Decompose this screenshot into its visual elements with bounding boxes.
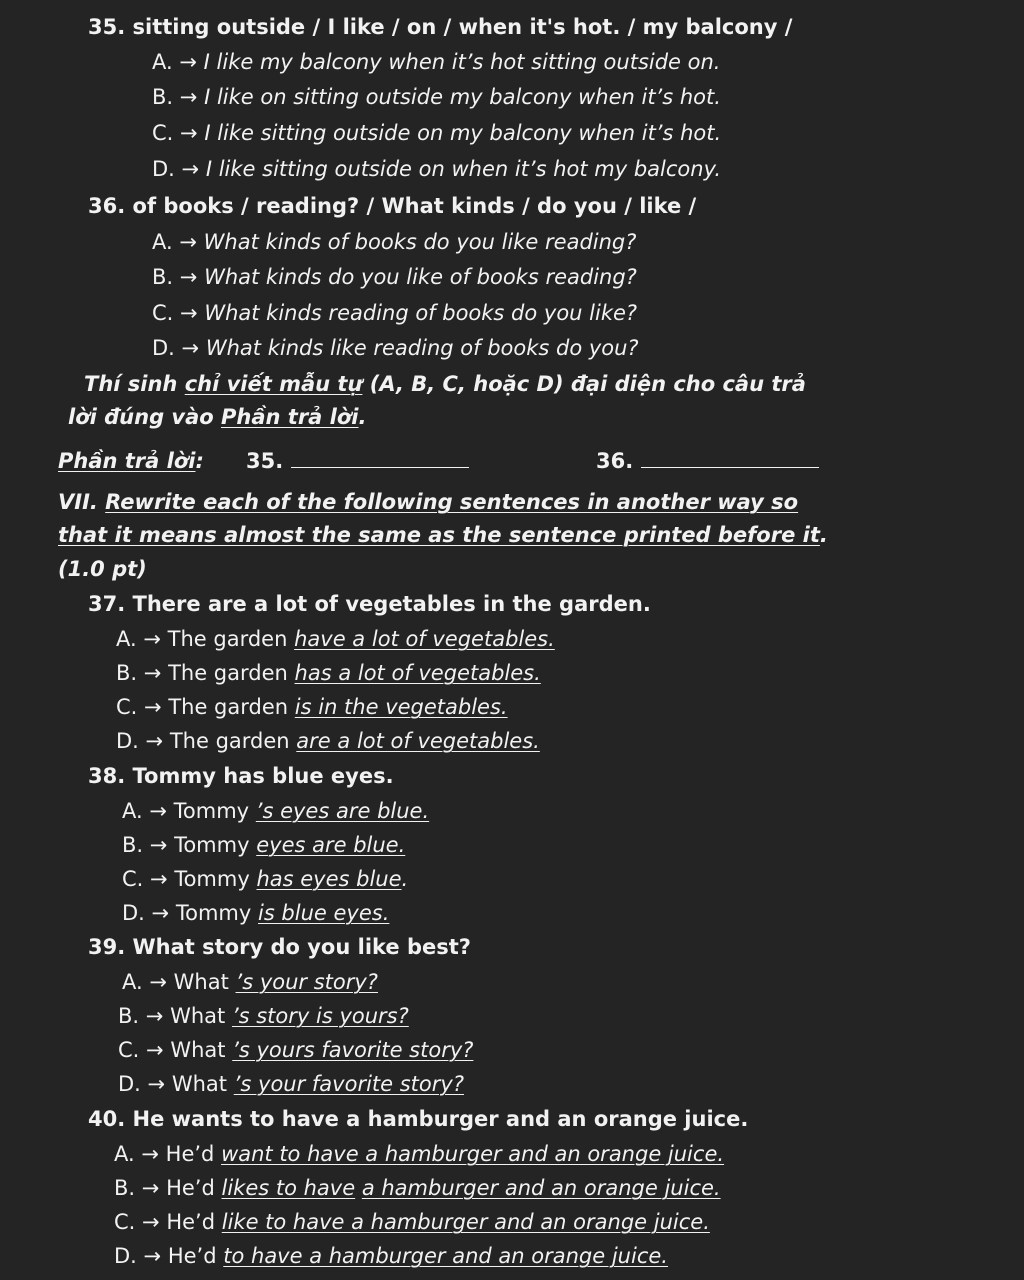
option-tail: . xyxy=(401,867,409,891)
q35-option-b xyxy=(152,84,721,110)
option-letter: C. xyxy=(114,1210,136,1234)
option-stem: What xyxy=(170,1038,226,1062)
option-text: is blue eyes. xyxy=(257,901,390,925)
answer-35 xyxy=(246,448,469,474)
q39-option-c xyxy=(118,1037,473,1063)
option-letter: A. xyxy=(152,230,173,254)
option-text: I like sitting outside on when it’s hot my balcony. xyxy=(205,157,722,181)
option-letter: A. xyxy=(152,50,173,74)
q38-option-c xyxy=(122,866,408,892)
option-text: What kinds do you like of books reading? xyxy=(204,265,637,289)
question-38-prompt: 38. Tommy has blue eyes. xyxy=(88,764,394,788)
section-numeral: VII. xyxy=(58,490,98,514)
option-letter: B. xyxy=(152,265,174,289)
option-text: What kinds of books do you like reading? xyxy=(203,230,637,254)
question-35-prompt: 35. sitting outside / I like / on / when it's hot. / my balcony / xyxy=(88,15,793,39)
arrow-icon: → xyxy=(145,729,164,753)
option-text: I like sitting outside on my balcony when it’s hot. xyxy=(204,121,722,145)
instruction-line-2 xyxy=(68,404,366,430)
option-text: like to have a hamburger and an orange juice. xyxy=(221,1210,710,1234)
arrow-icon: → xyxy=(143,661,162,685)
option-stem: The garden xyxy=(168,661,288,685)
option-letter: B. xyxy=(114,1176,136,1200)
arrow-icon: → xyxy=(180,121,198,145)
option-text: I like my balcony when it’s hot sitting outside on. xyxy=(203,50,721,74)
option-text: has a lot of vegetables. xyxy=(294,661,541,685)
q39-option-a xyxy=(122,969,378,995)
instruction-text: Thí sinh xyxy=(84,372,185,396)
option-text: is in the vegetables. xyxy=(294,695,508,719)
option-stem: Tommy xyxy=(175,901,252,925)
option-stem: Tommy xyxy=(174,833,250,857)
section-7-heading xyxy=(58,489,798,515)
section-instruction: Rewrite each of the following sentences in another way so xyxy=(105,490,799,514)
option-stem: He’d xyxy=(166,1176,215,1200)
q39-option-b xyxy=(118,1003,409,1029)
arrow-icon: → xyxy=(179,265,198,289)
option-letter: A. xyxy=(116,627,137,651)
arrow-icon: → xyxy=(150,867,168,891)
option-text: ’s your story? xyxy=(235,970,378,994)
q35-option-c xyxy=(152,120,721,146)
arrow-icon: → xyxy=(141,1176,160,1200)
q40-option-a xyxy=(114,1141,724,1167)
option-letter: C. xyxy=(116,695,138,719)
section-7-heading-line-2 xyxy=(58,522,828,548)
q37-option-d xyxy=(116,728,540,754)
option-letter: C. xyxy=(152,121,174,145)
answer-number: 36. xyxy=(596,449,634,473)
q40-option-d xyxy=(114,1243,668,1269)
answer-label: Phần trả lời xyxy=(58,449,196,473)
option-letter: C. xyxy=(118,1038,140,1062)
option-letter: C. xyxy=(122,867,144,891)
option-stem: He’d xyxy=(166,1210,216,1234)
arrow-icon: → xyxy=(149,799,167,823)
option-text: ’s yours favorite story? xyxy=(232,1038,474,1062)
section-points: (1.0 pt) xyxy=(58,557,147,581)
arrow-icon: → xyxy=(143,1244,162,1268)
option-text: has eyes blue xyxy=(256,867,402,891)
option-letter: D. xyxy=(152,336,175,360)
option-stem: What xyxy=(170,1004,226,1028)
arrow-icon: → xyxy=(141,1142,159,1166)
question-40-prompt: 40. He wants to have a hamburger and an orange juice. xyxy=(88,1107,749,1131)
option-text: have a lot of vegetables. xyxy=(294,627,555,651)
option-stem: The garden xyxy=(169,729,290,753)
arrow-icon: → xyxy=(142,1210,160,1234)
option-text: What kinds reading of books do you like? xyxy=(204,301,638,325)
question-37-prompt: 37. There are a lot of vegetables in the garden. xyxy=(88,592,651,616)
answer-36 xyxy=(596,448,819,474)
question-36-prompt: 36. of books / reading? / What kinds / do you / like / xyxy=(88,194,697,218)
option-letter: A. xyxy=(122,799,143,823)
option-stem: He’d xyxy=(167,1244,217,1268)
section-instruction: that it means almost the same as the sentence printed before it xyxy=(58,523,820,547)
instruction-text: lời đúng vào xyxy=(68,405,222,429)
option-text: ’s eyes are blue. xyxy=(255,799,430,823)
option-letter: B. xyxy=(152,85,174,109)
answer-blank-35[interactable] xyxy=(291,449,469,468)
option-letter: D. xyxy=(122,901,145,925)
instruction-line-1 xyxy=(84,371,806,397)
arrow-icon: → xyxy=(179,85,198,109)
option-letter: D. xyxy=(114,1244,137,1268)
option-letter: D. xyxy=(118,1072,141,1096)
option-text: ’s story is yours? xyxy=(231,1004,409,1028)
option-letter: A. xyxy=(122,970,143,994)
arrow-icon: → xyxy=(179,230,197,254)
arrow-icon: → xyxy=(145,1004,164,1028)
q35-option-d xyxy=(152,156,721,182)
q36-option-b xyxy=(152,264,637,290)
arrow-icon: → xyxy=(179,50,197,74)
instruction-emphasis: chỉ viết mẫu tự xyxy=(184,372,363,396)
option-letter: B. xyxy=(116,661,138,685)
option-text: want to have a hamburger and an orange juice. xyxy=(221,1142,725,1166)
section-period: . xyxy=(819,523,828,547)
q40-option-c xyxy=(114,1209,710,1235)
option-text: What kinds like reading of books do you? xyxy=(205,336,639,360)
q40-option-b xyxy=(114,1175,721,1201)
q38-option-b xyxy=(122,832,405,858)
arrow-icon: → xyxy=(143,627,161,651)
option-stem: The garden xyxy=(168,695,289,719)
question-39-prompt: 39. What story do you like best? xyxy=(88,935,471,959)
q38-option-d xyxy=(122,900,389,926)
option-stem: What xyxy=(173,970,229,994)
q39-option-d xyxy=(118,1071,464,1097)
q36-option-c xyxy=(152,300,637,326)
option-text: I like on sitting outside my balcony when it’s hot. xyxy=(204,85,721,109)
answer-blank-36[interactable] xyxy=(641,449,819,468)
q37-option-b xyxy=(116,660,541,686)
option-text: ’s your favorite story? xyxy=(233,1072,464,1096)
option-text: are a lot of vegetables. xyxy=(296,729,540,753)
option-text: to have a hamburger and an orange juice. xyxy=(223,1244,668,1268)
option-letter: D. xyxy=(152,157,175,181)
option-letter: C. xyxy=(152,301,174,325)
option-stem: He’d xyxy=(165,1142,215,1166)
q38-option-a xyxy=(122,798,429,824)
arrow-icon: → xyxy=(151,901,170,925)
option-text: eyes are blue. xyxy=(256,833,406,857)
answer-line xyxy=(58,448,204,474)
instruction-text: . xyxy=(358,405,367,429)
arrow-icon: → xyxy=(144,695,162,719)
arrow-icon: → xyxy=(181,336,200,360)
option-letter: B. xyxy=(118,1004,140,1028)
instruction-text: (A, B, C, hoặc D) đại diện cho câu trả xyxy=(362,372,806,396)
option-letter: D. xyxy=(116,729,139,753)
option-stem: The garden xyxy=(167,627,288,651)
answer-colon: : xyxy=(195,449,204,473)
option-stem: Tommy xyxy=(174,867,250,891)
option-letter: A. xyxy=(114,1142,135,1166)
option-text: likes to have xyxy=(221,1176,356,1200)
answer-number: 35. xyxy=(246,449,284,473)
option-stem: What xyxy=(171,1072,228,1096)
q36-option-a xyxy=(152,229,636,255)
arrow-icon: → xyxy=(181,157,200,181)
q35-option-a xyxy=(152,49,720,75)
q37-option-c xyxy=(116,694,508,720)
instruction-answer-ref: Phần trả lời xyxy=(221,405,359,429)
q36-option-d xyxy=(152,335,639,361)
arrow-icon: → xyxy=(180,301,198,325)
option-letter: B. xyxy=(122,833,144,857)
arrow-icon: → xyxy=(146,1038,164,1062)
option-text-continued: a hamburger and an orange juice. xyxy=(361,1176,721,1200)
arrow-icon: → xyxy=(149,833,168,857)
arrow-icon: → xyxy=(147,1072,166,1096)
option-stem: Tommy xyxy=(173,799,250,823)
arrow-icon: → xyxy=(149,970,167,994)
q37-option-a xyxy=(116,626,555,652)
